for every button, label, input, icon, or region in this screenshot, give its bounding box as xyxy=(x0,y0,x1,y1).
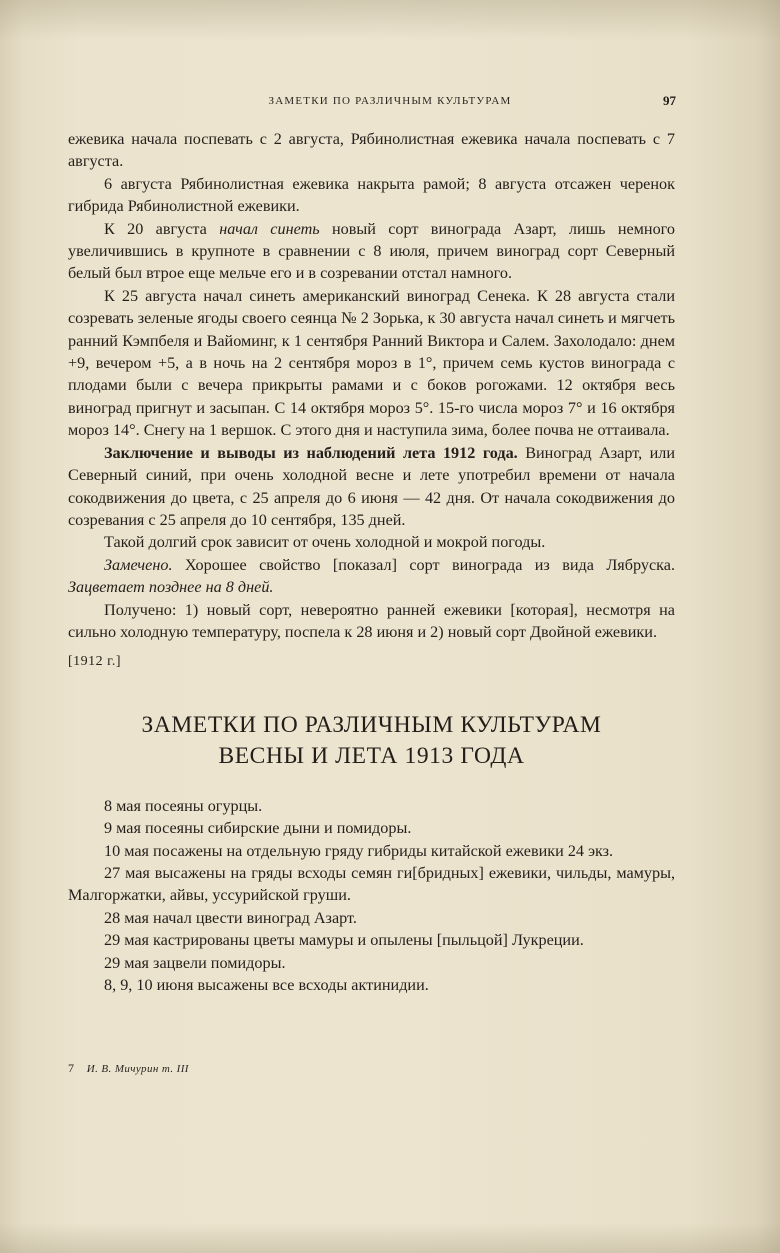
paragraph xyxy=(68,218,675,285)
diary-entry: 9 мая посеяны сибирские дыни и помидоры. xyxy=(104,819,412,838)
section-title xyxy=(68,710,675,772)
paragraph: Получено: 1) новый сорт, невероятно ранней ежевики [которая], несмотря на сильно холодную температуру, поспела к 28 июня и 2) новый сорт Двойной ежевики. xyxy=(68,600,675,641)
emphasis-text: Зацветает позднее на 8 дней. xyxy=(68,578,274,597)
section-title-line: ВЕСНЫ И ЛЕТА 1913 ГОДА xyxy=(218,742,525,769)
page-number: 97 xyxy=(663,93,676,108)
emphasis-text: Замечено. xyxy=(104,555,173,574)
paragraph-continuation: ежевика начала поспевать с 2 августа, Рябинолистная ежевика начала поспевать с 7 августа. xyxy=(68,130,675,171)
running-title: ЗАМЕТКИ ПО РАЗЛИЧНЫМ КУЛЬТУРАМ xyxy=(268,95,512,107)
paragraph: К 25 августа начал синеть американский виноград Сенека. К 28 августа стали созревать зеленые ягоды своего сеянца № 2 Зорька, к 30 августа начал синеть и мягчеть ранний Кэмпбеля и Вайоминг, к 1 сентября Ранний Виктора и Салем. Захолодало: днем +9, вечером +5, а в ночь на 2 сентября мороз в 1°, причем семь кустов винограда с плодами были с вечера прикрыты рамами и с боков рогожами. 12 октября весь виноград пригнут и засыпан. С 14 октября мороз 5°. 15-го числа мороз 7° и 16 октября мороз 14°. Снегу на 1 вершок. С этого дня и наступила зима, более почва не оттаивала. xyxy=(68,286,675,440)
paragraph-conclusion xyxy=(68,442,675,532)
diary-entry: 10 мая посажены на отдельную гряду гибриды китайской ежевики 24 экз. xyxy=(104,841,614,860)
paragraph: 6 августа Рябинолистная ежевика накрыта рамой; 8 августа отсажен черенок гибрида Рябинолистной ежевики. xyxy=(68,174,675,216)
diary-entry: 8, 9, 10 июня высажены все всходы актинидии. xyxy=(104,976,429,994)
section-title-line: ЗАМЕТКИ ПО РАЗЛИЧНЫМ КУЛЬТУРАМ xyxy=(141,711,602,738)
emphasis-text: начал синеть xyxy=(219,219,320,238)
paragraph: Такой долгий срок зависит от очень холодной и мокрой погоды. xyxy=(104,533,546,552)
running-head xyxy=(104,95,676,115)
paragraph xyxy=(68,554,675,599)
text-run: Хорошее свойство [показал] сорт винограда из вида Лябруска. xyxy=(172,555,675,574)
diary-entry: 29 мая зацвели помидоры. xyxy=(104,953,286,972)
text-run: новый сорт винограда Азарт, лишь немного увеличившись в крупноте в сравнении с 8 июля, причем виноград сорт Северный белый был втрое еще мельче его и в созревании отстал намного. xyxy=(68,219,676,283)
bold-heading-text: Заключение и выводы из наблюдений лета 1912 года. xyxy=(104,443,518,462)
signature-reference: И. В. Мичурин т. III xyxy=(86,1063,189,1075)
diary-entry: 8 мая посеяны огурцы. xyxy=(104,796,263,815)
text-run: Виноград Азарт, или Северный синий, при очень холодной весне и лете употребил времени от начала сокодвижения до цвета, с 25 апреля до 6 июня — 42 дня. От начала сокодвижения до созревания с 25 апреля до 10 сентября, 135 дней. xyxy=(68,443,676,529)
signature-footer xyxy=(68,1061,189,1076)
signature-number: 7 xyxy=(68,1061,74,1075)
diary-entry: 28 мая начал цвести виноград Азарт. xyxy=(104,908,357,927)
diary-entry: 27 мая высажены на гряды всходы семян ги[бридных] ежевики, чильды, мамуры, Малгоржатки, айвы, уссурийской груши. xyxy=(68,863,675,905)
text-run: К 20 августа xyxy=(104,219,220,238)
body-text xyxy=(68,128,675,996)
date-note: [1912 г.] xyxy=(68,654,121,670)
diary-entry: 29 мая кастрированы цветы мамуры и опылены [пыльцой] Лукреции. xyxy=(104,931,584,950)
